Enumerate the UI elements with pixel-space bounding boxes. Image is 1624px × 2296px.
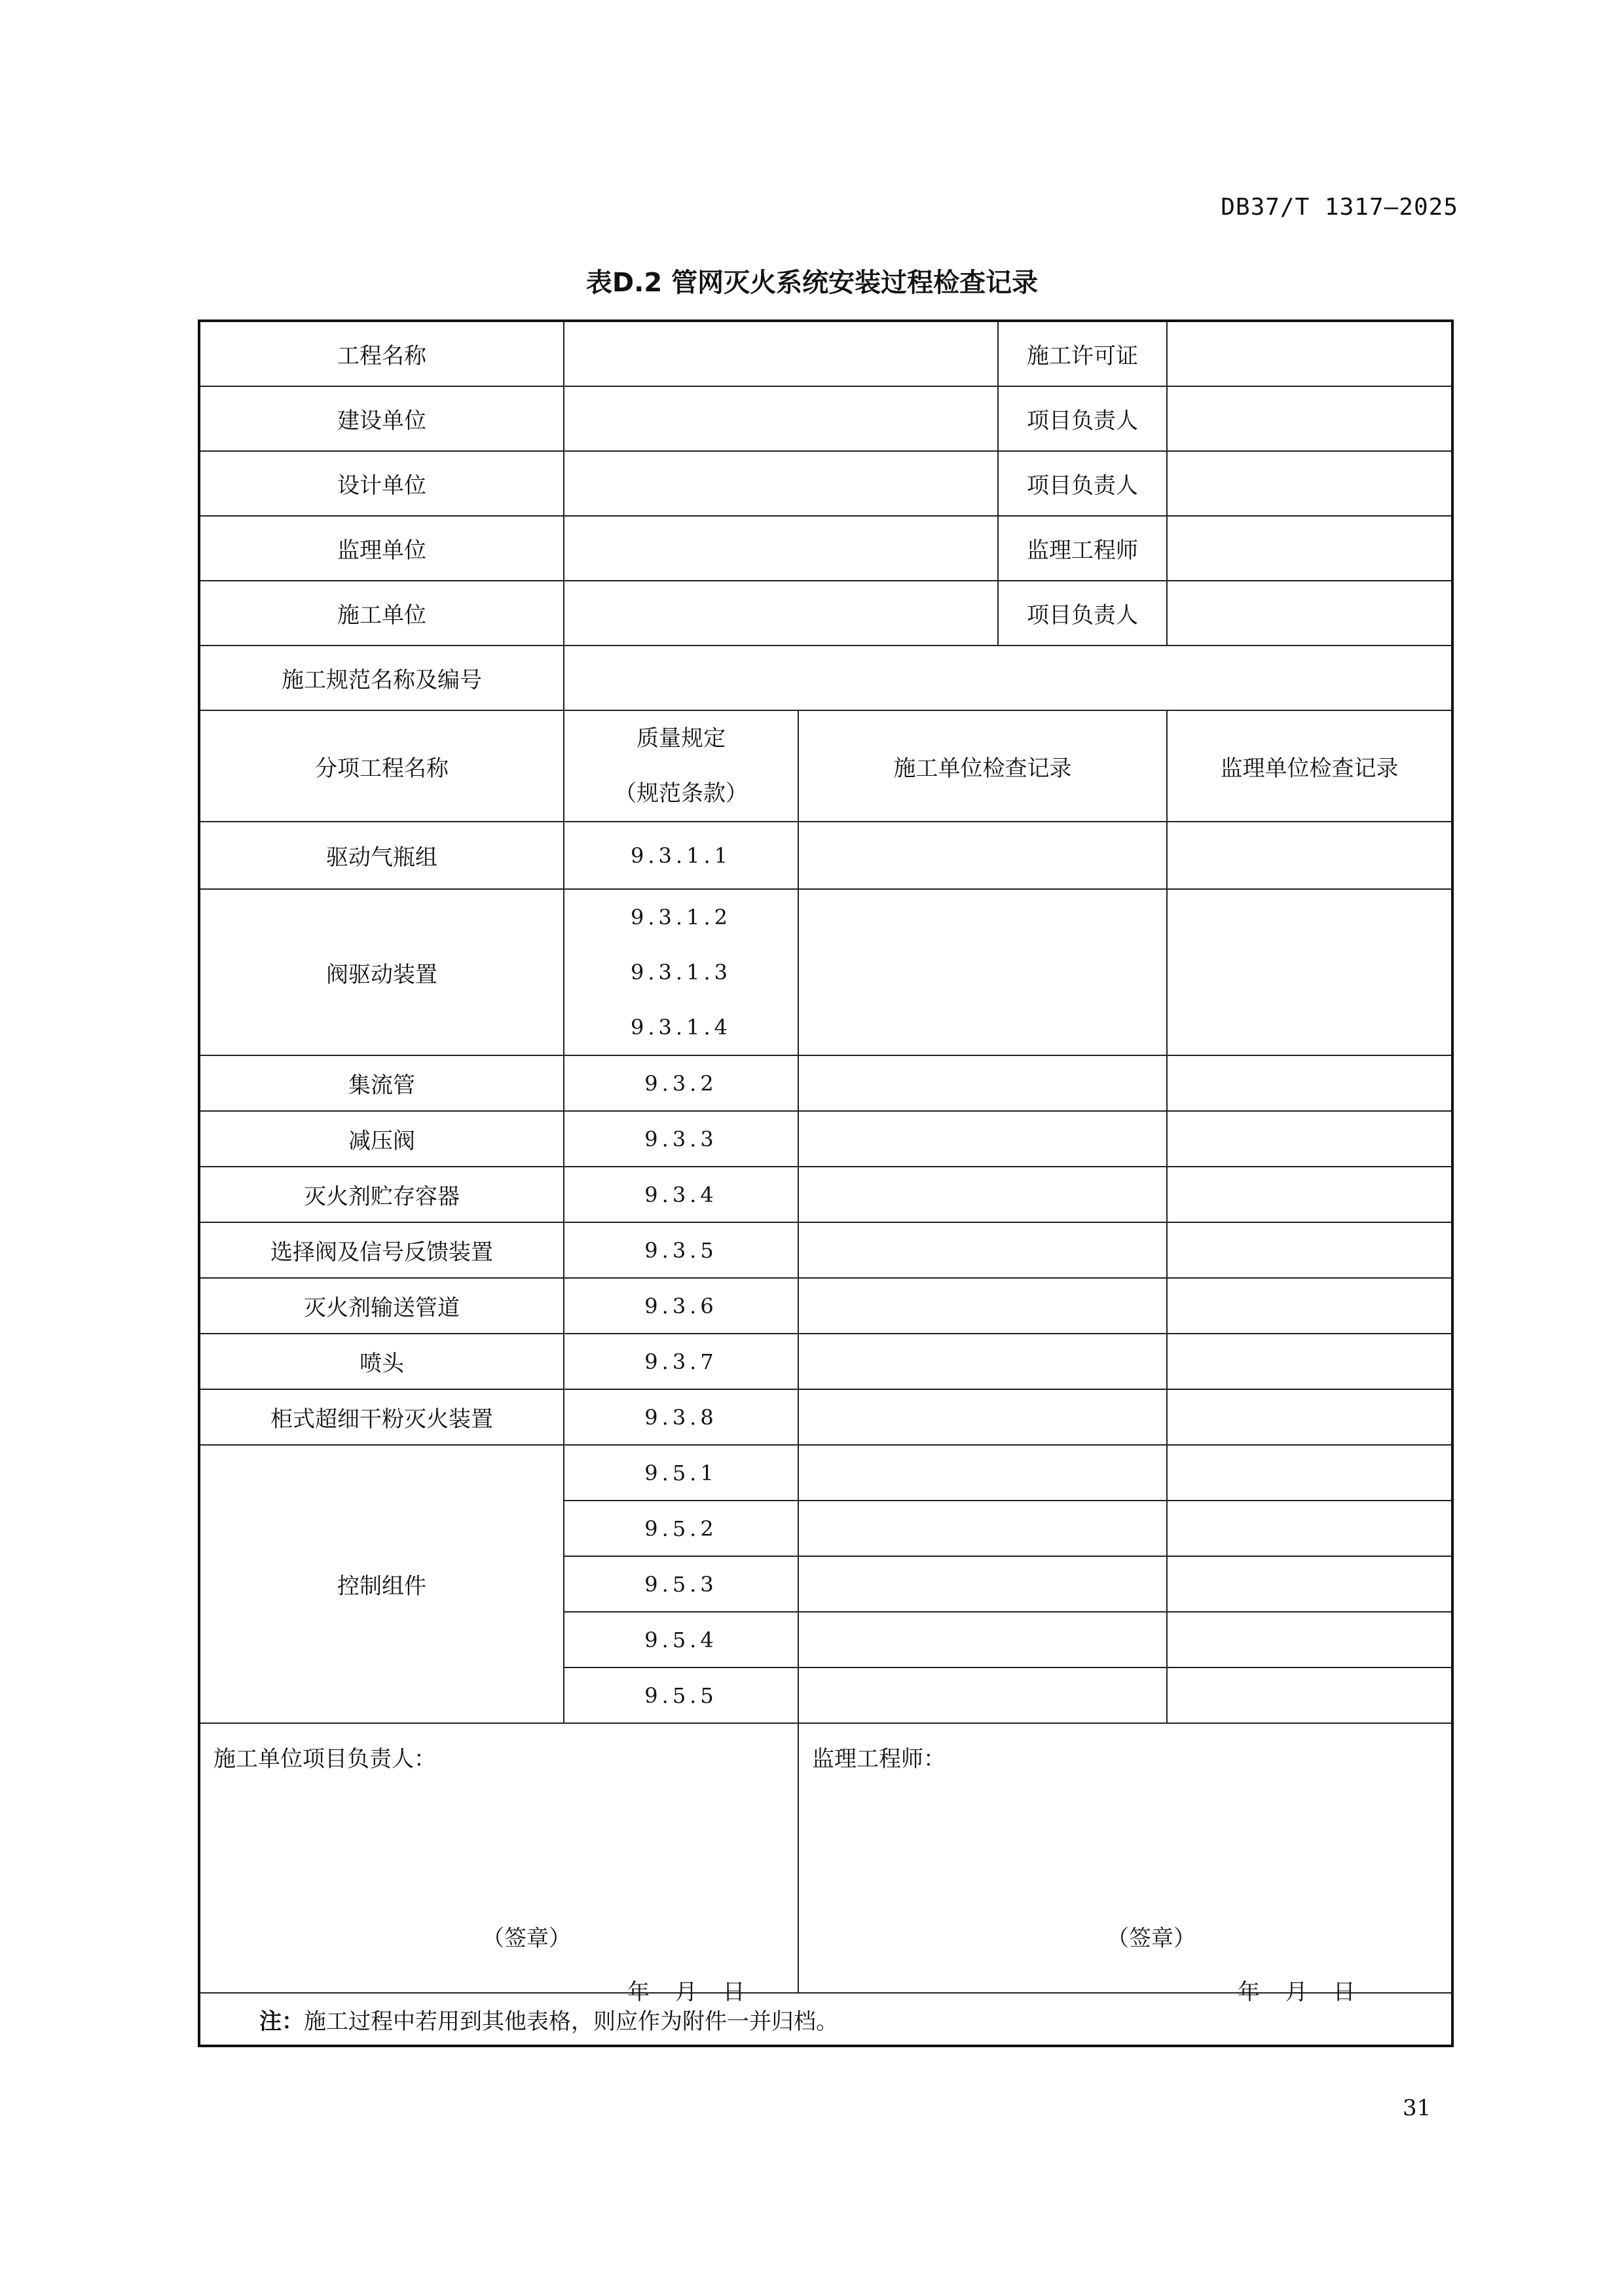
column-header-row (199, 710, 1452, 822)
spec-label: 施工规范名称及编号 (199, 646, 564, 710)
clause-number: 9.3.7 (564, 1334, 798, 1389)
supervisor-check-field[interactable] (1167, 1612, 1452, 1667)
info-value-field[interactable] (564, 321, 998, 386)
item-name: 集流管 (199, 1055, 564, 1111)
contractor-check-field[interactable] (798, 1389, 1167, 1445)
item-row (199, 822, 1452, 889)
item-name: 控制组件 (199, 1445, 564, 1723)
info-value-field[interactable] (564, 581, 998, 646)
contractor-check-field[interactable] (798, 1222, 1167, 1278)
supervisor-check-header: 监理单位检查记录 (1167, 710, 1452, 822)
info-row (199, 451, 1452, 516)
supervisor-check-field[interactable] (1167, 1222, 1452, 1278)
info-value-field[interactable] (564, 386, 998, 451)
info-value-field[interactable] (1167, 581, 1452, 646)
supervisor-check-field[interactable] (1167, 1667, 1452, 1723)
supervisor-check-field[interactable] (1167, 1556, 1452, 1612)
standard-number: DB37/T 1317—2025 (1221, 194, 1458, 221)
item-name: 灭火剂输送管道 (199, 1278, 564, 1334)
clause-group (564, 889, 798, 1055)
clause-number: 9.5.2 (564, 1501, 798, 1556)
info-row (199, 386, 1452, 451)
info-label: 工程名称 (199, 321, 564, 386)
contractor-check-field[interactable] (798, 1278, 1167, 1334)
contractor-signature-cell[interactable] (199, 1723, 798, 2005)
quality-header-line: （规范条款） (614, 780, 748, 807)
spec-value-field[interactable] (564, 646, 1452, 710)
clause-number: 9.3.3 (564, 1111, 798, 1167)
clause-number: 9.3.4 (564, 1167, 798, 1222)
clause-number: 9.3.2 (564, 1055, 798, 1111)
info-value-field[interactable] (564, 451, 998, 516)
contractor-signer-label: 施工单位项目负责人： (213, 1746, 436, 1772)
item-name: 喷头 (199, 1334, 564, 1389)
item-row (199, 1055, 1452, 1111)
item-name: 灭火剂贮存容器 (199, 1167, 564, 1222)
info-value-field[interactable] (1167, 451, 1452, 516)
info-label: 项目负责人 (998, 581, 1167, 646)
supervisor-check-field[interactable] (1167, 1055, 1452, 1111)
info-label: 施工单位 (199, 581, 564, 646)
supervisor-check-field[interactable] (1167, 1334, 1452, 1389)
info-row (199, 581, 1452, 646)
contractor-check-field[interactable] (798, 1111, 1167, 1167)
quality-column-header (564, 710, 798, 822)
supervisor-check-field[interactable] (1167, 1501, 1452, 1556)
date-label: 年 月 日 (627, 1979, 745, 2005)
supervisor-check-field[interactable] (1167, 1389, 1452, 1445)
contractor-check-field[interactable] (798, 1445, 1167, 1501)
contractor-check-field[interactable] (798, 1167, 1167, 1222)
supervisor-check-field[interactable] (1167, 1167, 1452, 1222)
supervisor-signer-label: 监理工程师： (812, 1746, 946, 1772)
item-name: 驱动气瓶组 (199, 822, 564, 889)
item-row (199, 1167, 1452, 1222)
inspection-record-table (198, 319, 1454, 2047)
contractor-check-field[interactable] (798, 1334, 1167, 1389)
contractor-check-field[interactable] (798, 1556, 1167, 1612)
item-row (199, 1111, 1452, 1167)
item-row (199, 1278, 1452, 1334)
seal-label: （签章） (1107, 1925, 1196, 1952)
info-value-field[interactable] (1167, 386, 1452, 451)
contractor-check-field[interactable] (798, 822, 1167, 889)
item-name: 柜式超细干粉灭火装置 (199, 1389, 564, 1445)
contractor-check-field[interactable] (798, 889, 1167, 1055)
spec-row (199, 646, 1452, 710)
supervisor-check-field[interactable] (1167, 1278, 1452, 1334)
info-label: 监理工程师 (998, 516, 1167, 581)
clause-number: 9.5.3 (564, 1556, 798, 1612)
clause-number: 9.3.1.3 (631, 960, 731, 985)
item-name: 阀驱动装置 (199, 889, 564, 1055)
supervisor-check-field[interactable] (1167, 889, 1452, 1055)
contractor-check-header: 施工单位检查记录 (798, 710, 1167, 822)
supervisor-signature-cell[interactable] (798, 1723, 1452, 2005)
contractor-check-field[interactable] (798, 1501, 1167, 1556)
clause-number: 9.3.8 (564, 1389, 798, 1445)
supervisor-check-field[interactable] (1167, 1111, 1452, 1167)
info-row (199, 516, 1452, 581)
item-row (199, 1445, 1452, 1501)
item-row (199, 1222, 1452, 1278)
note-label: 注： (259, 2008, 304, 2035)
clause-number: 9.3.5 (564, 1222, 798, 1278)
info-label: 监理单位 (199, 516, 564, 581)
clause-number: 9.3.1.4 (631, 1015, 731, 1040)
clause-number: 9.5.1 (564, 1445, 798, 1501)
clause-number: 9.5.4 (564, 1612, 798, 1667)
page-number: 31 (1403, 2095, 1431, 2121)
info-value-field[interactable] (1167, 321, 1452, 386)
info-label: 建设单位 (199, 386, 564, 451)
info-label: 施工许可证 (998, 321, 1167, 386)
clause-number: 9.3.1.2 (631, 905, 731, 930)
item-row (199, 1389, 1452, 1445)
quality-header-line: 质量规定 (637, 725, 726, 752)
table-title: 表D.2 管网灭火系统安装过程检查记录 (585, 268, 1039, 298)
supervisor-check-field[interactable] (1167, 1445, 1452, 1501)
note-text: 施工过程中若用到其他表格，则应作为附件一并归档。 (304, 2008, 838, 2035)
date-label: 年 月 日 (1238, 1979, 1356, 2005)
info-value-field[interactable] (1167, 516, 1452, 581)
supervisor-check-field[interactable] (1167, 822, 1452, 889)
clause-number: 9.3.1.1 (564, 822, 798, 889)
item-name: 减压阀 (199, 1111, 564, 1167)
item-name: 选择阀及信号反馈装置 (199, 1222, 564, 1278)
signature-row (199, 1723, 1452, 1993)
info-label: 项目负责人 (998, 386, 1167, 451)
info-label: 项目负责人 (998, 451, 1167, 516)
contractor-check-field[interactable] (798, 1055, 1167, 1111)
contractor-check-field[interactable] (798, 1667, 1167, 1723)
clause-number: 9.3.6 (564, 1278, 798, 1334)
info-value-field[interactable] (564, 516, 998, 581)
clause-number: 9.5.5 (564, 1667, 798, 1723)
item-column-header: 分项工程名称 (199, 710, 564, 822)
info-label: 设计单位 (199, 451, 564, 516)
contractor-check-field[interactable] (798, 1612, 1167, 1667)
info-row (199, 321, 1452, 386)
item-row (199, 889, 1452, 1055)
seal-label: （签章） (482, 1925, 571, 1952)
item-row (199, 1334, 1452, 1389)
